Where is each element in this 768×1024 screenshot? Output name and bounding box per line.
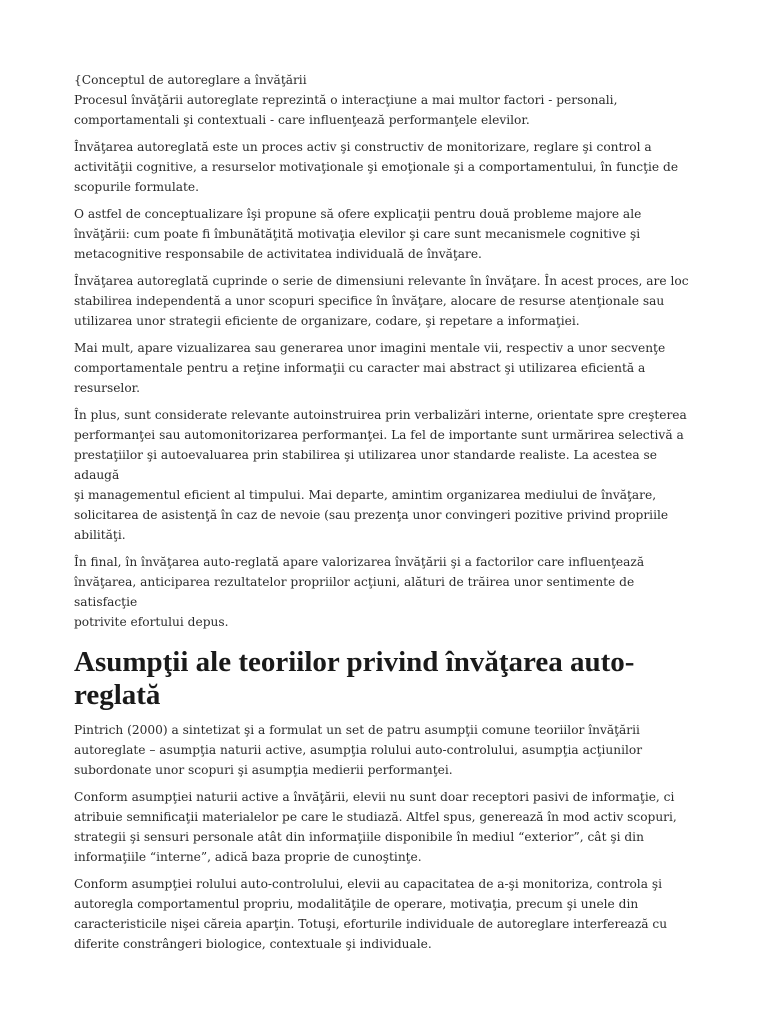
text-line: şi managementul eficient al timpului. Mai departe, amintim organizarea mediului de învăţare, — [74, 488, 657, 502]
text-line: O astfel de conceptualizare îşi propune să ofere explicaţii pentru două probleme majore ale — [74, 207, 642, 221]
text-line: Învăţarea autoreglată este un proces activ şi constructiv de monitorizare, reglare şi control a — [74, 140, 652, 154]
text-line: Pintrich (2000) a sintetizat şi a formulat un set de patru asumpţii comune teoriilor învăţării — [74, 723, 640, 737]
text-line: resurselor. — [74, 381, 141, 395]
paragraph-definition — [74, 137, 696, 197]
paragraph-concept-intro — [74, 70, 696, 130]
paragraph-dimensions — [74, 271, 696, 331]
text-line: autoregla comportamentul propriu, modalităţile de operare, motivaţia, precum şi unele din — [74, 897, 639, 911]
text-line: strategii şi sensuri personale atât din informaţiile disponibile în mediul “exterior”, cât şi din — [74, 830, 644, 844]
heading-line: reglată — [74, 679, 161, 711]
text-line: caracteristicile nişei căreia aparţin. Totuşi, eforturile individuale de autoreglare interferează cu — [74, 917, 668, 931]
paragraph-visualization — [74, 338, 696, 398]
text-line: comportamentali şi contextuali - care influenţează performanţele elevilor. — [74, 113, 530, 127]
paragraph-conceptualization — [74, 204, 696, 264]
paragraph-self-control — [74, 874, 696, 954]
text-line: învăţarea, anticiparea rezultatelor propriilor acţiuni, alături de trăirea unor sentimente de satisfacţie — [74, 575, 635, 609]
heading-line: Asumpţii ale teoriilor privind învăţarea auto- — [74, 646, 635, 678]
text-line: comportamentale pentru a reţine informaţii cu caracter mai abstract şi utilizarea eficientă a — [74, 361, 646, 375]
text-line: subordonate unor scopuri şi asumpţia medierii performanţei. — [74, 763, 453, 777]
text-line: solicitarea de asistenţă în caz de nevoie (sau prezenţa unor convingeri pozitive privind propriile — [74, 508, 669, 522]
text-line: atribuie semnificaţii materialelor pe care le studiază. Altfel spus, generează în mod activ scopuri, — [74, 810, 677, 824]
section-heading — [74, 646, 696, 712]
text-line: stabilirea independentă a unor scopuri specifice în învăţare, alocare de resurse atenţionale sau — [74, 294, 665, 308]
text-line: prestaţiilor şi autoevaluarea prin stabilirea şi utilizarea unor standarde realiste. La acestea se adaugă — [74, 448, 658, 482]
text-line: scopurile formulate. — [74, 180, 200, 194]
text-line: învăţării: cum poate fi îmbunătăţită motivaţia elevilor şi care sunt mecanismele cognitive şi — [74, 227, 641, 241]
paragraph-active-nature — [74, 787, 696, 867]
text-line: informaţiile “interne”, adică baza proprie de cunoştinţe. — [74, 850, 422, 864]
paragraph-final — [74, 552, 696, 632]
text-line: abilităţi. — [74, 528, 126, 542]
document-page — [74, 70, 696, 961]
text-line: Mai mult, apare vizualizarea sau generarea unor imagini mentale vii, respectiv a unor secvenţe — [74, 341, 666, 355]
text-line: activităţii cognitive, a resurselor motivaţionale şi emoţionale şi a comportamentului, în funcţie de — [74, 160, 679, 174]
paragraph-self-instruction — [74, 405, 696, 545]
text-line: {Conceptul de autoreglare a învăţării — [74, 73, 307, 87]
text-line: potrivite efortului depus. — [74, 615, 229, 629]
text-line: Învăţarea autoreglată cuprinde o serie de dimensiuni relevante în învăţare. În acest proces, are loc — [74, 274, 689, 288]
text-line: performanţei sau automonitorizarea performanţei. La fel de importante sunt urmărirea selectivă a — [74, 428, 684, 442]
text-line: utilizarea unor strategii eficiente de organizare, codare, şi repetare a informaţiei. — [74, 314, 580, 328]
text-line: Procesul învăţării autoreglate reprezintă o interacţiune a mai multor factori - personali, — [74, 93, 618, 107]
text-line: În plus, sunt considerate relevante autoinstruirea prin verbalizări interne, orientate spre creşterea — [74, 408, 687, 422]
paragraph-pintrich — [74, 720, 696, 780]
text-line: diferite constrângeri biologice, contextuale şi individuale. — [74, 937, 432, 951]
text-line: În final, în învăţarea auto-reglată apare valorizarea învăţării şi a factorilor care influenţează — [74, 555, 645, 569]
text-line: autoreglate – asumpţia naturii active, asumpţia rolului auto-controlului, asumpţia acţiunilor — [74, 743, 643, 757]
text-line: metacognitive responsabile de activitatea individuală de învăţare. — [74, 247, 482, 261]
text-line: Conform asumpţiei rolului auto-controlului, elevii au capacitatea de a-şi monitoriza, controla şi — [74, 877, 662, 891]
text-line: Conform asumpţiei naturii active a învăţării, elevii nu sunt doar receptori pasivi de informaţie, ci — [74, 790, 675, 804]
